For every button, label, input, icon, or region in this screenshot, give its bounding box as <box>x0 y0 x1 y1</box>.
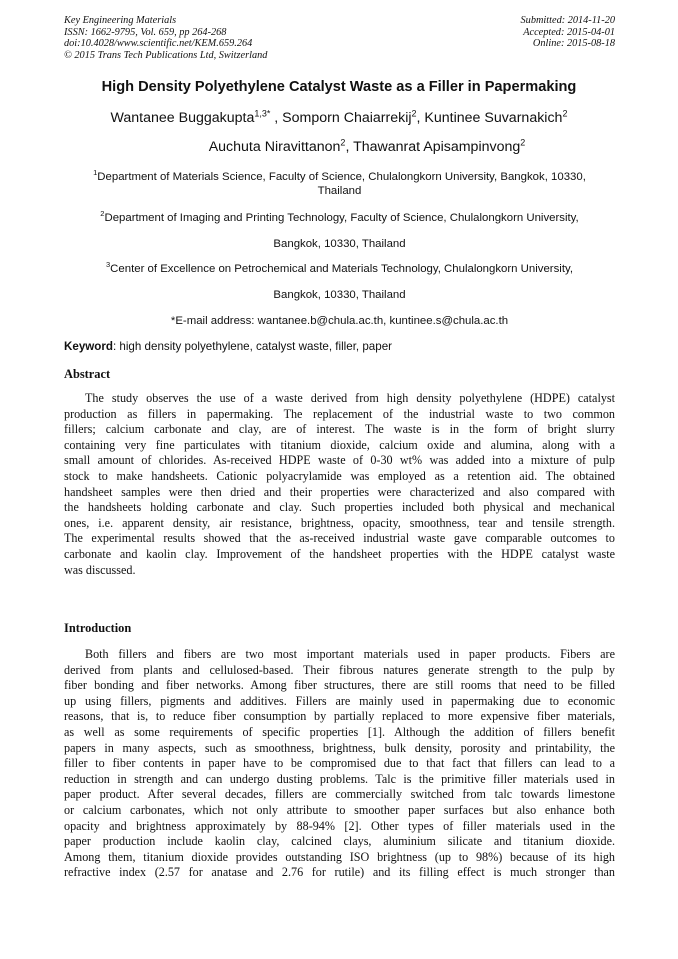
author-name: , Somporn Chaiarrekij <box>270 110 412 126</box>
publication-dates <box>521 15 615 50</box>
author-affiliation-mark: 2 <box>520 137 526 148</box>
author-name: , Thawanrat Apisampinvong <box>345 139 521 155</box>
affiliation-text: Center of Excellence on Petrochemical and Materials Technology, Chulalongkorn University, <box>110 263 573 275</box>
abstract-heading: Abstract <box>64 367 111 381</box>
author-line-2 <box>0 139 678 155</box>
intro-line: Among them, titanium dioxide provides outstanding ISO brightness (up to 98%) because of its high <box>64 849 615 864</box>
intro-line: reasons, that is, to reduce fiber consumption by partially replaced to more expensive fiber materials, <box>64 709 615 724</box>
intro-line: fiber bonding and fiber networks. Among fiber structures, there are still rooms that need to be filled <box>64 678 615 693</box>
abstract-line: small amount of chlorides. As-received HDPE waste of 0-30 wt% was added into a mixture of pulp <box>64 453 615 468</box>
affiliation-3-city: Bangkok, 10330, Thailand <box>273 289 406 301</box>
abstract-line: The study observes the use of a waste derived from high density polyethylene (HDPE) catalyst <box>85 391 615 405</box>
keywords-text: : high density polyethylene, catalyst waste, filler, paper <box>112 340 393 353</box>
journal-name: Key Engineering Materials <box>64 15 177 26</box>
intro-line: derived from plants and cellulosed-based. Their fibrous natures generate strength to the pulp by <box>64 662 615 677</box>
affiliation-mark: 1 <box>93 168 98 178</box>
affiliation-text: Thailand <box>317 185 362 197</box>
affiliation-2 <box>62 211 617 225</box>
intro-line: reduction in strength and can undergo dusting problems. Talc is the primitive filler materials used in <box>64 771 615 786</box>
intro-line: paper product. After several decades, fillers are commercially switched from talc towards limestone <box>64 787 615 802</box>
intro-line: Both fillers and fibers are two most important materials used in paper products. Fibers are <box>85 647 615 661</box>
abstract-line: ones, i.e. apparent density, air resistance, brightness, opacity, smoothness, tear and tensile strength. <box>64 515 615 530</box>
affiliation-mark: 3 <box>106 260 111 270</box>
author-name: Wantanee Buggakupta <box>110 110 255 126</box>
issn-line: ISSN: 1662-9795, Vol. 659, pp 264-268 <box>64 26 227 38</box>
copyright-line: © 2015 Trans Tech Publications Ltd, Switzerland <box>64 49 268 61</box>
journal-info <box>64 15 267 61</box>
author-name: , Kuntinee Suvarnakich <box>416 110 563 126</box>
intro-line: opacity and brightness approximately by 88-94% [2]. Other types of filler materials used in the <box>64 818 615 833</box>
online-date: Online: 2015-08-18 <box>532 38 615 50</box>
abstract-line: fillers; calcium carbonate and clay, are of interest. The waste is in the form of bright slurry <box>64 422 615 437</box>
accepted-date: Accepted: 2015-04-01 <box>523 26 615 38</box>
author-affiliation-mark: 2 <box>340 137 346 148</box>
intro-line: up using fillers, pigments and additives. Fillers are mainly used in papermaking due to economic <box>64 693 615 708</box>
affiliation-1 <box>62 170 617 198</box>
introduction-heading: Introduction <box>64 621 132 635</box>
doi-line: doi:10.4028/www.scientific.net/KEM.659.264 <box>64 38 253 50</box>
keywords <box>64 340 392 353</box>
intro-line: refractive index (2.57 for anatase and 2.76 for rutile) and its filling effect is much stronger than <box>64 865 615 880</box>
author-affiliation-mark: 2 <box>411 108 417 119</box>
paper-title: High Density Polyethylene Catalyst Waste as a Filler in Papermaking <box>101 79 577 95</box>
affiliation-3 <box>62 262 617 276</box>
affiliation-text: Department of Materials Science, Faculty of Science, Chulalongkorn University, Bangkok, 10330, <box>97 171 586 183</box>
author-affiliation-mark: 2 <box>562 108 568 119</box>
affiliation-2-city: Bangkok, 10330, Thailand <box>273 238 406 250</box>
intro-line: or calcium carbonates, which not only attribute to smoother paper surfaces but also enhance both <box>64 802 615 817</box>
corresponding-email: *E-mail address: wantanee.b@chula.ac.th, kuntinee.s@chula.ac.th <box>170 315 509 327</box>
author-affiliation-mark: 1,3* <box>254 108 271 119</box>
intro-line: paper production include kaolin clay, calcined clays, aluminium silicate and titanium dioxide. <box>64 834 615 849</box>
author-name: Auchuta Niravittanon <box>208 139 341 155</box>
introduction-body <box>64 647 615 881</box>
keywords-label: Keyword <box>64 340 113 353</box>
abstract-line: the handsheets holding carbonate and clay. Such properties included both physical and mechanical <box>64 500 615 515</box>
intro-line: filler to fiber contents in paper have to be compromised due to that fact that fillers can lead to a <box>64 756 615 771</box>
submitted-date: Submitted: 2014-11-20 <box>520 15 615 26</box>
intro-line: as well as some requirements of specific properties [1]. Although the addition of fillers benefit <box>64 724 615 739</box>
abstract-line: carbonate and kaolin clay. Improvement of the handsheet properties with the HDPE catalyst waste <box>64 546 615 561</box>
abstract-body <box>64 391 615 578</box>
author-line-1 <box>0 110 678 126</box>
abstract-line: stock to make handsheets. Cationic polyacrylamide was employed as a retention aid. The obtained <box>64 468 615 483</box>
abstract-line: handsheet samples were then dried and their properties were characterized and also compared with <box>64 484 615 499</box>
intro-line: papers in many aspects, such as smoothness, brightness, bulk density, porosity and printability, the <box>64 740 615 755</box>
abstract-line: The experimental results showed that the as-received industrial waste gave comparable outcomes to <box>64 531 615 546</box>
abstract-line: was discussed. <box>64 562 136 577</box>
affiliation-text: Department of Imaging and Printing Technology, Faculty of Science, Chulalongkorn University, <box>104 212 579 224</box>
affiliation-mark: 2 <box>100 209 105 219</box>
abstract-line: production as fillers in papermaking. The replacement of the industrial waste to two common <box>64 406 615 421</box>
abstract-line: containing very fine particulates with titanium dioxide, calcium oxide and alumina, along with a <box>64 437 615 452</box>
